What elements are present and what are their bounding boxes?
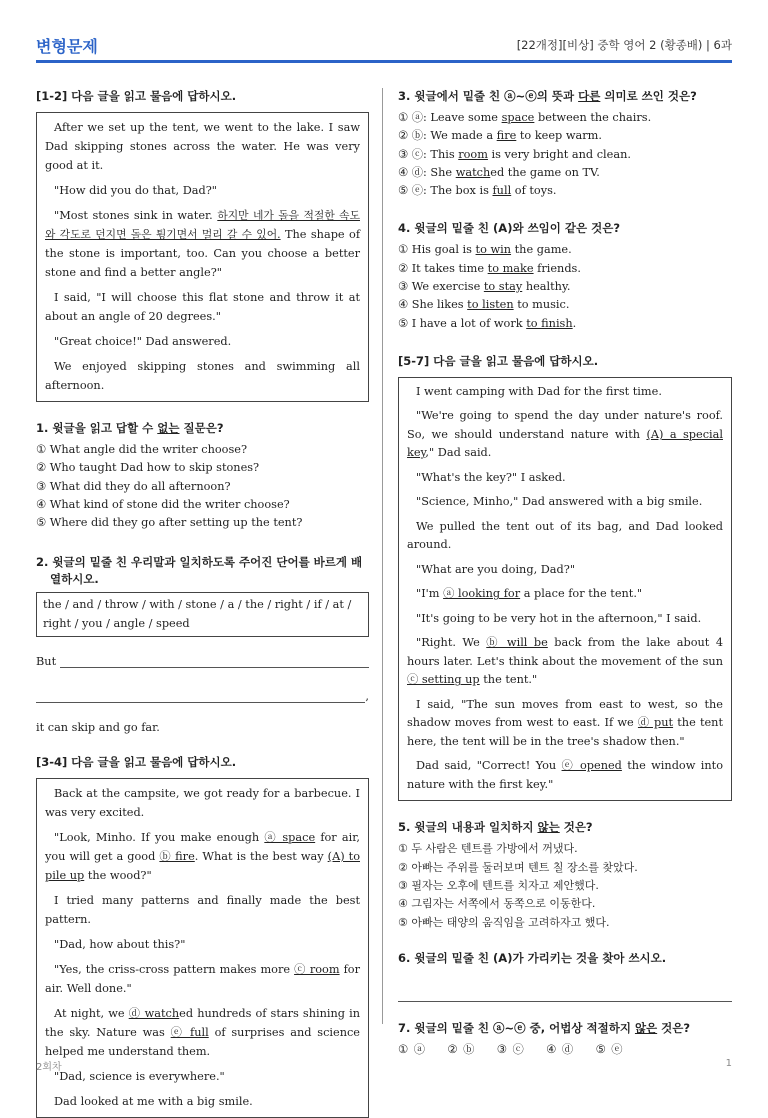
right-column — [398, 88, 732, 1059]
text: , — [365, 690, 369, 704]
text: ② It takes time — [398, 261, 488, 275]
answer-line-1[interactable] — [36, 655, 369, 668]
text: . What is the best way — [194, 849, 328, 863]
text: ③ ⓒ: This — [398, 147, 459, 161]
text: between the chairs. — [534, 111, 652, 124]
text: the game. — [511, 243, 572, 257]
option-2[interactable]: ② 아빠는 주위를 둘러보며 텐트 칠 장소를 찾았다. — [398, 860, 638, 874]
section-3-4-heading: [3-4] 다음 글을 읽고 물음에 답하시오. — [36, 754, 237, 769]
text: 1. 윗글을 읽고 답할 수 — [36, 421, 158, 435]
passage-paragraph: "Great choice!" Dad answered. — [54, 335, 232, 348]
choice-3[interactable]: ③ ⓒ — [496, 1042, 524, 1056]
passage-paragraph: "What's the key?" I asked. — [416, 470, 566, 484]
footer-round: 2회차 — [36, 1062, 62, 1073]
option-1[interactable] — [398, 241, 732, 259]
text: But — [36, 655, 57, 669]
text: ① His goal is — [398, 243, 476, 257]
marker-c: ⓒ room — [294, 962, 340, 976]
text: ④ She likes — [398, 298, 468, 312]
passage-paragraph — [407, 757, 723, 794]
text: ⑤ I have a lot of work — [398, 316, 527, 330]
text: to win — [475, 243, 512, 257]
text: ④ ⓓ: She — [398, 165, 456, 179]
passage-paragraph: "Dad, science is everywhere." — [54, 1069, 225, 1083]
text: "Most stones sink in water. — [54, 209, 218, 222]
text: the tent." — [479, 673, 538, 687]
text: to keep warm. — [516, 129, 602, 143]
option-4[interactable]: ④ What kind of stone did the writer choose? — [36, 497, 290, 511]
text: The shape of the stone is important, too. Can you choose a better stone and find a better angle?" — [45, 228, 360, 279]
option-3[interactable]: ③ What did they do all afternoon? — [36, 479, 231, 493]
underlined-korean: 하지만 네가 돌을 적절한 속도와 각도로 던지면 돌은 튕기면서 멀리 갈 수 있어. — [45, 209, 360, 241]
passage-paragraph — [45, 206, 360, 282]
text: "Right. We — [416, 636, 487, 650]
text: 않는 — [537, 820, 560, 835]
option-1[interactable]: ① 두 사람은 텐트를 가방에서 꺼냈다. — [398, 842, 578, 856]
passage-paragraph — [407, 634, 723, 690]
text: full — [492, 184, 512, 198]
text: At night, we — [54, 1006, 129, 1020]
text: 7. 윗글의 밑줄 친 ⓐ~ⓔ 중, 어법상 적절하지 — [398, 1020, 635, 1035]
text: I said, "The sun moves from east to west, so the shadow moves from west to east. If we — [407, 697, 723, 730]
text: the tent here, the tent will be in the tree's shadow then." — [407, 716, 723, 748]
text: ③ We exercise — [398, 280, 484, 294]
header-rule — [36, 60, 732, 63]
passage-paragraph: "It's going to be very hot in the afternoon," I said. — [416, 611, 702, 625]
question-3 — [398, 88, 732, 105]
passage-paragraph: After we set up the tent, we went to the lake. I saw Dad skipping stones across the water. He was very good at it. — [45, 121, 360, 172]
text: room — [458, 147, 488, 161]
text: 5. 윗글의 내용과 일치하지 — [398, 820, 538, 835]
passage-3-4 — [36, 778, 369, 1118]
choices-row — [398, 1041, 732, 1059]
text: 것은? — [657, 1020, 691, 1035]
text: "Look, Minho. If you make enough — [54, 830, 265, 844]
text: watch — [455, 165, 491, 179]
text: is very bright and clean. — [487, 147, 631, 161]
section-5-7-heading: [5-7] 다음 글을 읽고 물음에 답하시오. — [398, 353, 599, 368]
text: the window into nature with the first key." — [407, 759, 723, 791]
choice-5[interactable]: ⑤ ⓔ — [595, 1042, 623, 1056]
text: the wood?" — [84, 868, 152, 882]
text: Dad said, "Correct! You — [416, 759, 562, 773]
text: of surprises and science helped me understand them. — [45, 1025, 360, 1058]
text: of toys. — [511, 184, 557, 198]
blank-line[interactable] — [60, 655, 369, 668]
choice-4[interactable]: ④ ⓓ — [546, 1042, 574, 1056]
passage-paragraph: "Science, Minho," Dad answered with a big smile. — [416, 495, 703, 509]
option-5[interactable]: ⑤ Where did they go after setting up the tent? — [36, 516, 303, 530]
passage-paragraph: "Dad, how about this?" — [54, 937, 186, 951]
option-3[interactable] — [398, 278, 732, 296]
text: . — [572, 316, 577, 330]
text: "We're going to spend the day under nature's roof. So, we should understand nature with — [407, 409, 723, 441]
choice-2[interactable]: ② ⓑ — [447, 1042, 475, 1056]
text: to make — [487, 261, 534, 275]
text: to finish — [526, 316, 573, 330]
column-divider — [382, 88, 383, 1024]
option-5[interactable] — [398, 315, 732, 333]
passage-paragraph — [407, 585, 723, 604]
passage-paragraph — [45, 828, 360, 885]
text: a place for the tent." — [520, 587, 643, 601]
option-2[interactable] — [398, 127, 732, 145]
marker-d: ⓓ put — [637, 716, 674, 730]
text: ① ⓐ: Leave some — [398, 111, 502, 124]
question-7 — [398, 1020, 732, 1037]
marker-a: ⓐ space — [264, 830, 316, 844]
passage-5-7 — [398, 377, 732, 802]
passage-paragraph: I said, "I will choose this flat stone and throw it at about an angle of 20 degrees." — [45, 291, 360, 323]
passage-paragraph: "How did you do that, Dad?" — [54, 184, 217, 197]
text: for air, you will get a good — [45, 830, 360, 863]
text: 않은 — [634, 1020, 658, 1035]
option-4[interactable]: ④ 그림자는 서쪽에서 동쪽으로 이동한다. — [398, 897, 596, 911]
question-6: 6. 윗글의 밑줄 친 (A)가 가리키는 것을 찾아 쓰시오. — [398, 950, 667, 965]
option-2[interactable]: ② Who taught Dad how to skip stones? — [36, 461, 260, 475]
text: ② ⓑ: We made a — [398, 129, 497, 143]
marker-b: ⓑ fire — [159, 849, 195, 863]
text: "I'm — [416, 587, 444, 601]
passage-paragraph — [407, 407, 723, 463]
option-1[interactable] — [398, 109, 732, 127]
marker-d: ⓓ watch — [128, 1006, 180, 1020]
question-5 — [398, 819, 732, 836]
marker-e: ⓔ opened — [561, 759, 622, 773]
text: ed the game on TV. — [490, 165, 600, 179]
passage-1-2 — [36, 112, 369, 402]
text: 것은? — [559, 820, 593, 835]
option-4[interactable] — [398, 164, 732, 182]
text: ," Dad said. — [425, 446, 492, 460]
text: 의미로 쓰인 것은? — [600, 89, 697, 103]
text: to music. — [513, 298, 570, 312]
word-bank: the / and / throw / with / stone / a / the / right / if / at / right / you / angle / speed — [36, 592, 369, 637]
passage-paragraph: Dad looked at me with a big smile. — [54, 1094, 253, 1108]
passage-paragraph — [45, 960, 360, 998]
option-5[interactable]: ⑤ 아빠는 태양의 움직임을 고려하자고 했다. — [398, 915, 610, 929]
question-2: 2. 윗글의 밑줄 친 우리말과 일치하도록 주어진 단어를 바르게 배열하시오. — [36, 555, 363, 587]
marker-A: (A) to pile up — [45, 849, 360, 882]
text: to listen — [467, 298, 514, 312]
text: 질문은? — [179, 421, 224, 435]
choice-1[interactable]: ① ⓐ — [398, 1042, 426, 1056]
passage-paragraph: I tried many patterns and finally made the best pattern. — [45, 893, 360, 926]
answer-tail: it can skip and go far. — [36, 721, 160, 735]
passage-paragraph: We enjoyed skipping stones and swimming all afternoon. — [45, 360, 360, 392]
text: ed hundreds of stars shining in the sky. Nature was — [45, 1006, 361, 1039]
text: 없는 — [157, 421, 180, 435]
option-3[interactable] — [398, 146, 732, 164]
text: "Yes, the criss-cross pattern makes more — [54, 962, 295, 976]
header-meta: [22개정][비상] 중학 영어 2 (황종배) | 6과 — [516, 38, 732, 52]
blank-line[interactable] — [36, 690, 365, 703]
text: space — [501, 111, 535, 124]
text: fire — [496, 129, 517, 143]
question-1 — [36, 420, 369, 437]
option-1[interactable]: ① What angle did the writer choose? — [36, 443, 248, 456]
option-3[interactable]: ③ 필자는 오후에 텐트를 치자고 제안했다. — [398, 879, 599, 893]
passage-paragraph: Back at the campsite, we got ready for a barbecue. I was very excited. — [45, 786, 360, 819]
text: friends. — [533, 261, 581, 275]
passage-paragraph — [407, 696, 723, 752]
option-2[interactable] — [398, 260, 732, 278]
page-number: 1 — [725, 1058, 732, 1069]
section-1-2-heading: [1-2] 다음 글을 읽고 물음에 답하시오. — [36, 89, 237, 103]
marker-a: ⓐ looking for — [443, 587, 521, 601]
left-column — [36, 88, 369, 1118]
marker-e: ⓔ full — [170, 1025, 209, 1039]
option-4[interactable] — [398, 296, 732, 314]
text: back from the lake about 4 hours later. Let's think about the movement of the sun — [407, 636, 724, 668]
text: 다른 — [578, 89, 601, 103]
passage-paragraph: "What are you doing, Dad?" — [416, 562, 576, 576]
passage-paragraph — [45, 1004, 360, 1061]
text: to stay — [483, 280, 523, 294]
text: healthy. — [522, 280, 571, 294]
marker-c: ⓒ setting up — [407, 673, 480, 687]
answer-line-2[interactable] — [36, 690, 369, 703]
page-title: 변형문제 — [36, 37, 98, 56]
marker-b: ⓑ will be — [486, 636, 548, 650]
text: ⑤ ⓔ: The box is — [398, 184, 493, 198]
question-4: 4. 윗글의 밑줄 친 (A)와 쓰임이 같은 것은? — [398, 221, 621, 236]
text: 3. 윗글에서 밑줄 친 ⓐ~ⓔ의 뜻과 — [398, 89, 579, 103]
answer-line[interactable] — [398, 971, 732, 1002]
passage-paragraph: I went camping with Dad for the first time. — [416, 384, 662, 398]
marker-A: (A) a special key — [407, 427, 723, 460]
passage-paragraph: We pulled the tent out of its bag, and Dad looked around. — [407, 519, 723, 552]
option-5[interactable] — [398, 182, 732, 200]
text: for air. Well done." — [45, 962, 360, 995]
